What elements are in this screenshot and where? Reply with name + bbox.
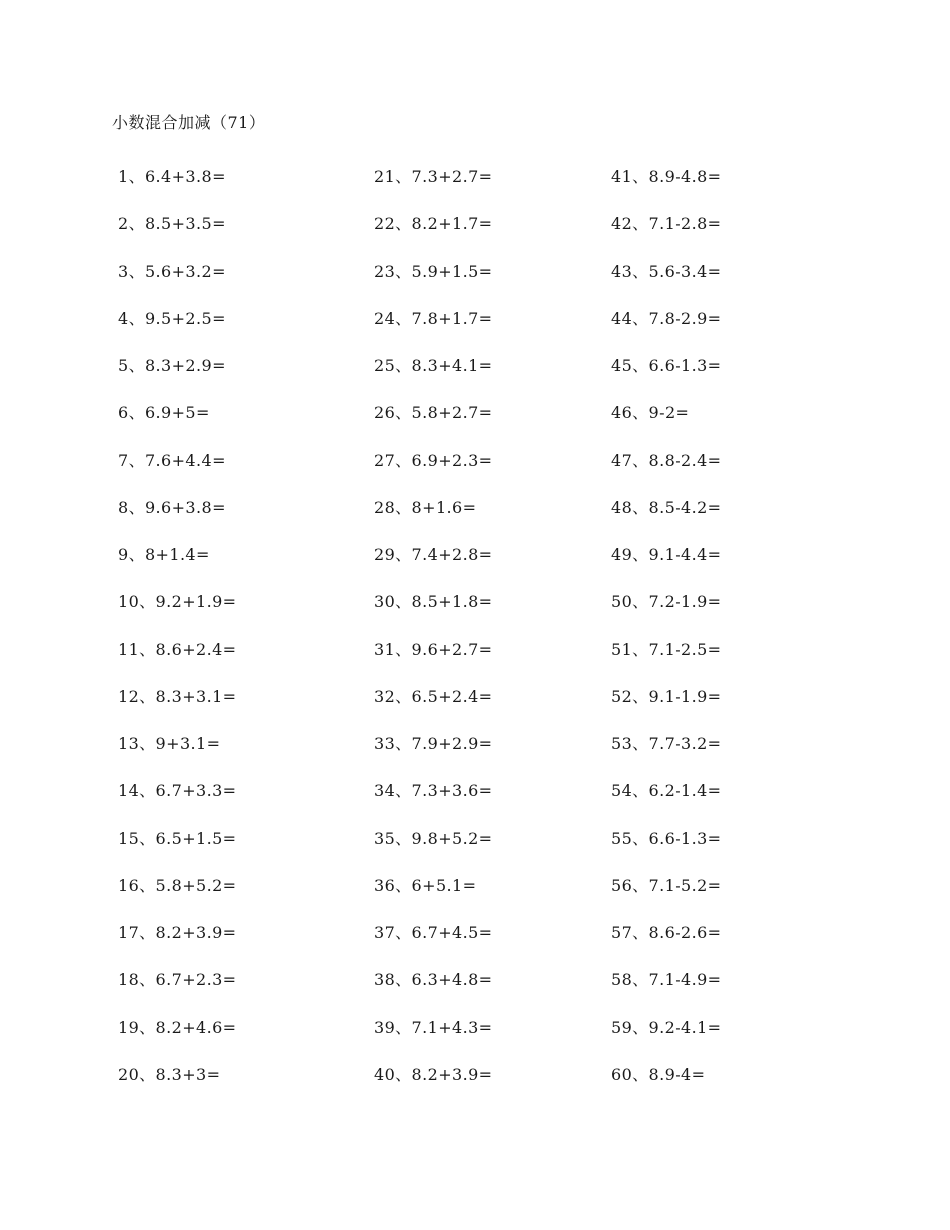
problem-item: 1、6.4+3.8= [118,167,226,186]
problem-item: 40、8.2+3.9= [374,1064,493,1084]
problem-item: 52、9.1-1.9= [611,686,722,706]
problem-item: 28、8+1.6= [374,497,477,517]
problem-item: 32、6.5+2.4= [374,686,493,706]
problem-item: 9、8+1.4= [118,545,210,564]
problem-item: 48、8.5-4.2= [611,497,722,517]
problem-item: 50、7.2-1.9= [611,592,722,612]
problem-item: 2、8.5+3.5= [118,214,226,234]
problem-item: 8、9.6+3.8= [118,497,226,517]
problem-item: 27、6.9+2.3= [374,450,493,470]
problem-item: 43、5.6-3.4= [611,261,722,281]
problem-item: 12、8.3+3.1= [118,686,237,706]
problem-item: 11、8.6+2.4= [118,639,237,659]
problem-item: 13、9+3.1= [118,734,221,753]
problem-item: 18、6.7+2.3= [118,970,237,990]
problem-item: 10、9.2+1.9= [118,592,237,612]
problem-item: 55、6.6-1.3= [611,828,722,848]
problem-column-1 [118,165,348,1110]
problem-item: 4、9.5+2.5= [118,308,226,328]
problem-item: 56、7.1-5.2= [611,875,722,895]
problem-item: 25、8.3+4.1= [374,356,493,375]
problem-item: 15、6.5+1.5= [118,828,237,848]
problem-item: 34、7.3+3.6= [374,781,493,801]
page-title: 小数混合加减（71） [112,113,266,132]
problem-item: 58、7.1-4.9= [611,970,722,990]
problem-item: 20、8.3+3= [118,1064,221,1084]
problem-item: 16、5.8+5.2= [118,875,237,895]
problem-item: 14、6.7+3.3= [118,781,237,801]
problem-item: 57、8.6-2.6= [611,923,722,942]
problem-item: 60、8.9-4= [611,1064,706,1084]
problem-item: 53、7.7-3.2= [611,734,722,753]
problem-item: 33、7.9+2.9= [374,734,493,753]
problem-column-3 [611,165,841,1110]
problem-item: 21、7.3+2.7= [374,167,493,186]
problem-item: 36、6+5.1= [374,875,477,895]
problem-item: 7、7.6+4.4= [118,450,226,470]
problem-item: 24、7.8+1.7= [374,308,493,328]
problem-item: 31、9.6+2.7= [374,639,493,659]
problem-item: 46、9-2= [611,403,690,423]
problem-item: 3、5.6+3.2= [118,261,226,281]
problem-item: 26、5.8+2.7= [374,403,493,423]
problem-item: 17、8.2+3.9= [118,923,237,942]
problem-item: 41、8.9-4.8= [611,167,722,186]
problem-item: 5、8.3+2.9= [118,356,226,375]
problem-item: 22、8.2+1.7= [374,214,493,234]
problem-item: 39、7.1+4.3= [374,1017,493,1037]
problem-item: 59、9.2-4.1= [611,1017,722,1037]
problem-item: 37、6.7+4.5= [374,923,493,942]
problem-item: 42、7.1-2.8= [611,214,722,234]
problem-item: 49、9.1-4.4= [611,545,722,564]
problem-item: 47、8.8-2.4= [611,450,722,470]
problem-item: 45、6.6-1.3= [611,356,722,375]
problem-column-2 [374,165,604,1110]
problem-item: 51、7.1-2.5= [611,639,722,659]
problem-item: 30、8.5+1.8= [374,592,493,612]
problem-item: 23、5.9+1.5= [374,261,493,281]
problem-item: 29、7.4+2.8= [374,545,493,564]
problem-item: 44、7.8-2.9= [611,308,722,328]
problem-item: 35、9.8+5.2= [374,828,493,848]
problem-item: 19、8.2+4.6= [118,1017,237,1037]
problem-item: 54、6.2-1.4= [611,781,722,801]
problem-item: 6、6.9+5= [118,403,210,423]
problem-item: 38、6.3+4.8= [374,970,493,990]
